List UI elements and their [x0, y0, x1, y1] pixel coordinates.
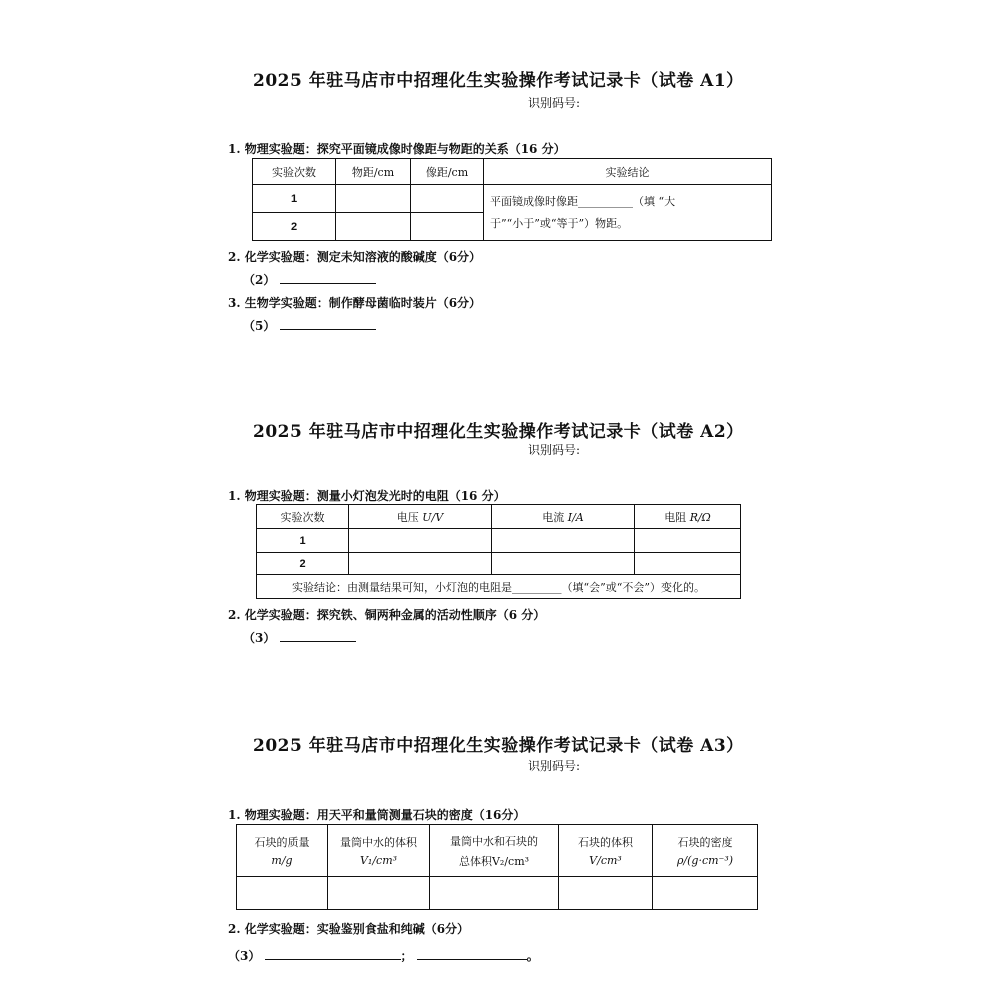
- a3-header-stone-volume-label: 石块的体积: [578, 836, 633, 849]
- a3-cell-density[interactable]: [653, 877, 758, 910]
- a2-header-voltage-text: 电压: [396, 510, 419, 524]
- a1-row-1-image-distance[interactable]: [411, 185, 484, 213]
- a1-q2-title: 2. 化学实验题：测定未知溶液的酸碱度（6分）: [228, 250, 482, 264]
- a2-header-resistance-text: 电阻: [664, 510, 687, 524]
- a2-title: 2025 年驻马店市中招理化生实验操作考试记录卡（试卷 A2）: [253, 422, 744, 442]
- a1-idcode-label: 识别码号:: [528, 96, 581, 110]
- a1-q3-title: 3. 生物学实验题：制作酵母菌临时装片（6分）: [228, 296, 482, 310]
- a2-row-1-voltage[interactable]: [349, 529, 492, 553]
- a1-q2-answer-blank[interactable]: [280, 271, 376, 284]
- a2-q1-title: 1. 物理实验题：测量小灯泡发光时的电阻（16 分）: [228, 489, 506, 503]
- a1-conclusion-line2: 于”“小于”或“等于”）物距。: [490, 216, 629, 230]
- a2-row-2-voltage[interactable]: [349, 553, 492, 575]
- a3-cell-water-volume[interactable]: [328, 877, 430, 910]
- a2-header-current: [492, 505, 635, 529]
- a2-row-1-current[interactable]: [492, 529, 635, 553]
- a3-q2-answer-line: [228, 947, 539, 964]
- a3-q2-title: 2. 化学实验题：实验鉴别食盐和纯碱（6分）: [228, 922, 470, 936]
- a1-conclusion-cell[interactable]: [484, 185, 772, 241]
- a3-q2-answer-label: （3）: [228, 949, 261, 963]
- a1-row-2-image-distance[interactable]: [411, 213, 484, 241]
- a2-row-2-label: 2: [257, 553, 349, 575]
- a1-header-image-distance: 像距/cm: [411, 159, 484, 185]
- a1-row-1-label: 1: [253, 185, 336, 213]
- a1-record-table: [252, 158, 772, 241]
- a3-cell-stone-volume[interactable]: [559, 877, 653, 910]
- a2-header-resistance: [635, 505, 741, 529]
- a2-header-current-text: 电流: [542, 510, 565, 524]
- a1-q1-title: 1. 物理实验题：探究平面镜成像时像距与物距的关系（16 分）: [228, 142, 566, 156]
- a2-q2-answer-label: （3）: [243, 631, 276, 645]
- a1-q3-answer-line: [243, 317, 376, 334]
- a3-cell-total-volume[interactable]: [430, 877, 559, 910]
- a3-header-stone-volume-unit: V/cm³: [589, 854, 622, 867]
- a3-record-table: [236, 824, 758, 910]
- a3-header-water-volume-label: 量筒中水的体积: [340, 836, 417, 849]
- a1-row-2-label: 2: [253, 213, 336, 241]
- a2-row-1-label: 1: [257, 529, 349, 553]
- a3-header-total-volume: [430, 825, 559, 877]
- a2-record-table: [256, 504, 741, 599]
- a3-cell-mass[interactable]: [237, 877, 328, 910]
- a3-q2-answer-blank-2[interactable]: [417, 947, 527, 960]
- a2-header-count: 实验次数: [257, 505, 349, 529]
- a3-header-total-volume-unit: 总体积V₂/cm³: [458, 854, 530, 868]
- a2-header-voltage: [349, 505, 492, 529]
- a3-header-mass-unit: m/g: [271, 854, 293, 867]
- a3-header-density: [653, 825, 758, 877]
- a2-header-current-symbol: I/A: [567, 510, 584, 524]
- a2-header-voltage-symbol: U/V: [422, 510, 444, 524]
- a3-idcode-label: 识别码号:: [528, 759, 581, 773]
- a3-title: 2025 年驻马店市中招理化生实验操作考试记录卡（试卷 A3）: [253, 736, 744, 756]
- a1-row-2-object-distance[interactable]: [336, 213, 411, 241]
- a3-q2-separator: ；: [400, 949, 413, 963]
- a2-row-2-resistance[interactable]: [635, 553, 741, 575]
- a2-row-1-resistance[interactable]: [635, 529, 741, 553]
- a1-q2-answer-line: [243, 271, 376, 288]
- a3-header-mass: [237, 825, 328, 877]
- a2-q2-answer-line: [243, 629, 356, 646]
- a1-header-conclusion: 实验结论: [484, 159, 772, 185]
- a2-header-resistance-symbol: R/Ω: [689, 510, 711, 524]
- a3-header-density-label: 石块的密度: [677, 836, 733, 849]
- a2-idcode-label: 识别码号:: [528, 443, 581, 457]
- a1-conclusion-line1: 平面镜成像时像距__________（填 “大: [490, 194, 676, 208]
- a1-title: 2025 年驻马店市中招理化生实验操作考试记录卡（试卷 A1）: [253, 71, 744, 91]
- a3-header-mass-label: 石块的质量: [254, 836, 310, 849]
- a3-header-stone-volume: [559, 825, 653, 877]
- a1-q3-answer-label: （5）: [243, 319, 276, 333]
- a1-q3-answer-blank[interactable]: [280, 317, 376, 330]
- a3-q2-end: 。: [526, 949, 539, 963]
- a3-q2-answer-blank-1[interactable]: [265, 947, 401, 960]
- a1-q2-answer-label: （2）: [243, 273, 276, 287]
- a2-conclusion[interactable]: 实验结论：由测量结果可知，小灯泡的电阻是_________（填“会”或“不会”）变化的。: [257, 575, 741, 599]
- a2-row-2-current[interactable]: [492, 553, 635, 575]
- a3-header-water-volume: [328, 825, 430, 877]
- a2-q2-title: 2. 化学实验题：探究铁、铜两种金属的活动性顺序（6 分）: [228, 608, 546, 622]
- a3-q1-title: 1. 物理实验题：用天平和量筒测量石块的密度（16分）: [228, 808, 526, 822]
- a1-header-count: 实验次数: [253, 159, 336, 185]
- a3-header-total-volume-label: 量筒中水和石块的: [450, 834, 538, 848]
- a3-header-water-volume-unit: V₁/cm³: [359, 854, 398, 867]
- a1-header-object-distance: 物距/cm: [336, 159, 411, 185]
- a1-row-1-object-distance[interactable]: [336, 185, 411, 213]
- a2-q2-answer-blank[interactable]: [280, 629, 356, 642]
- a3-header-density-unit: ρ/(g·cm⁻³): [676, 854, 734, 867]
